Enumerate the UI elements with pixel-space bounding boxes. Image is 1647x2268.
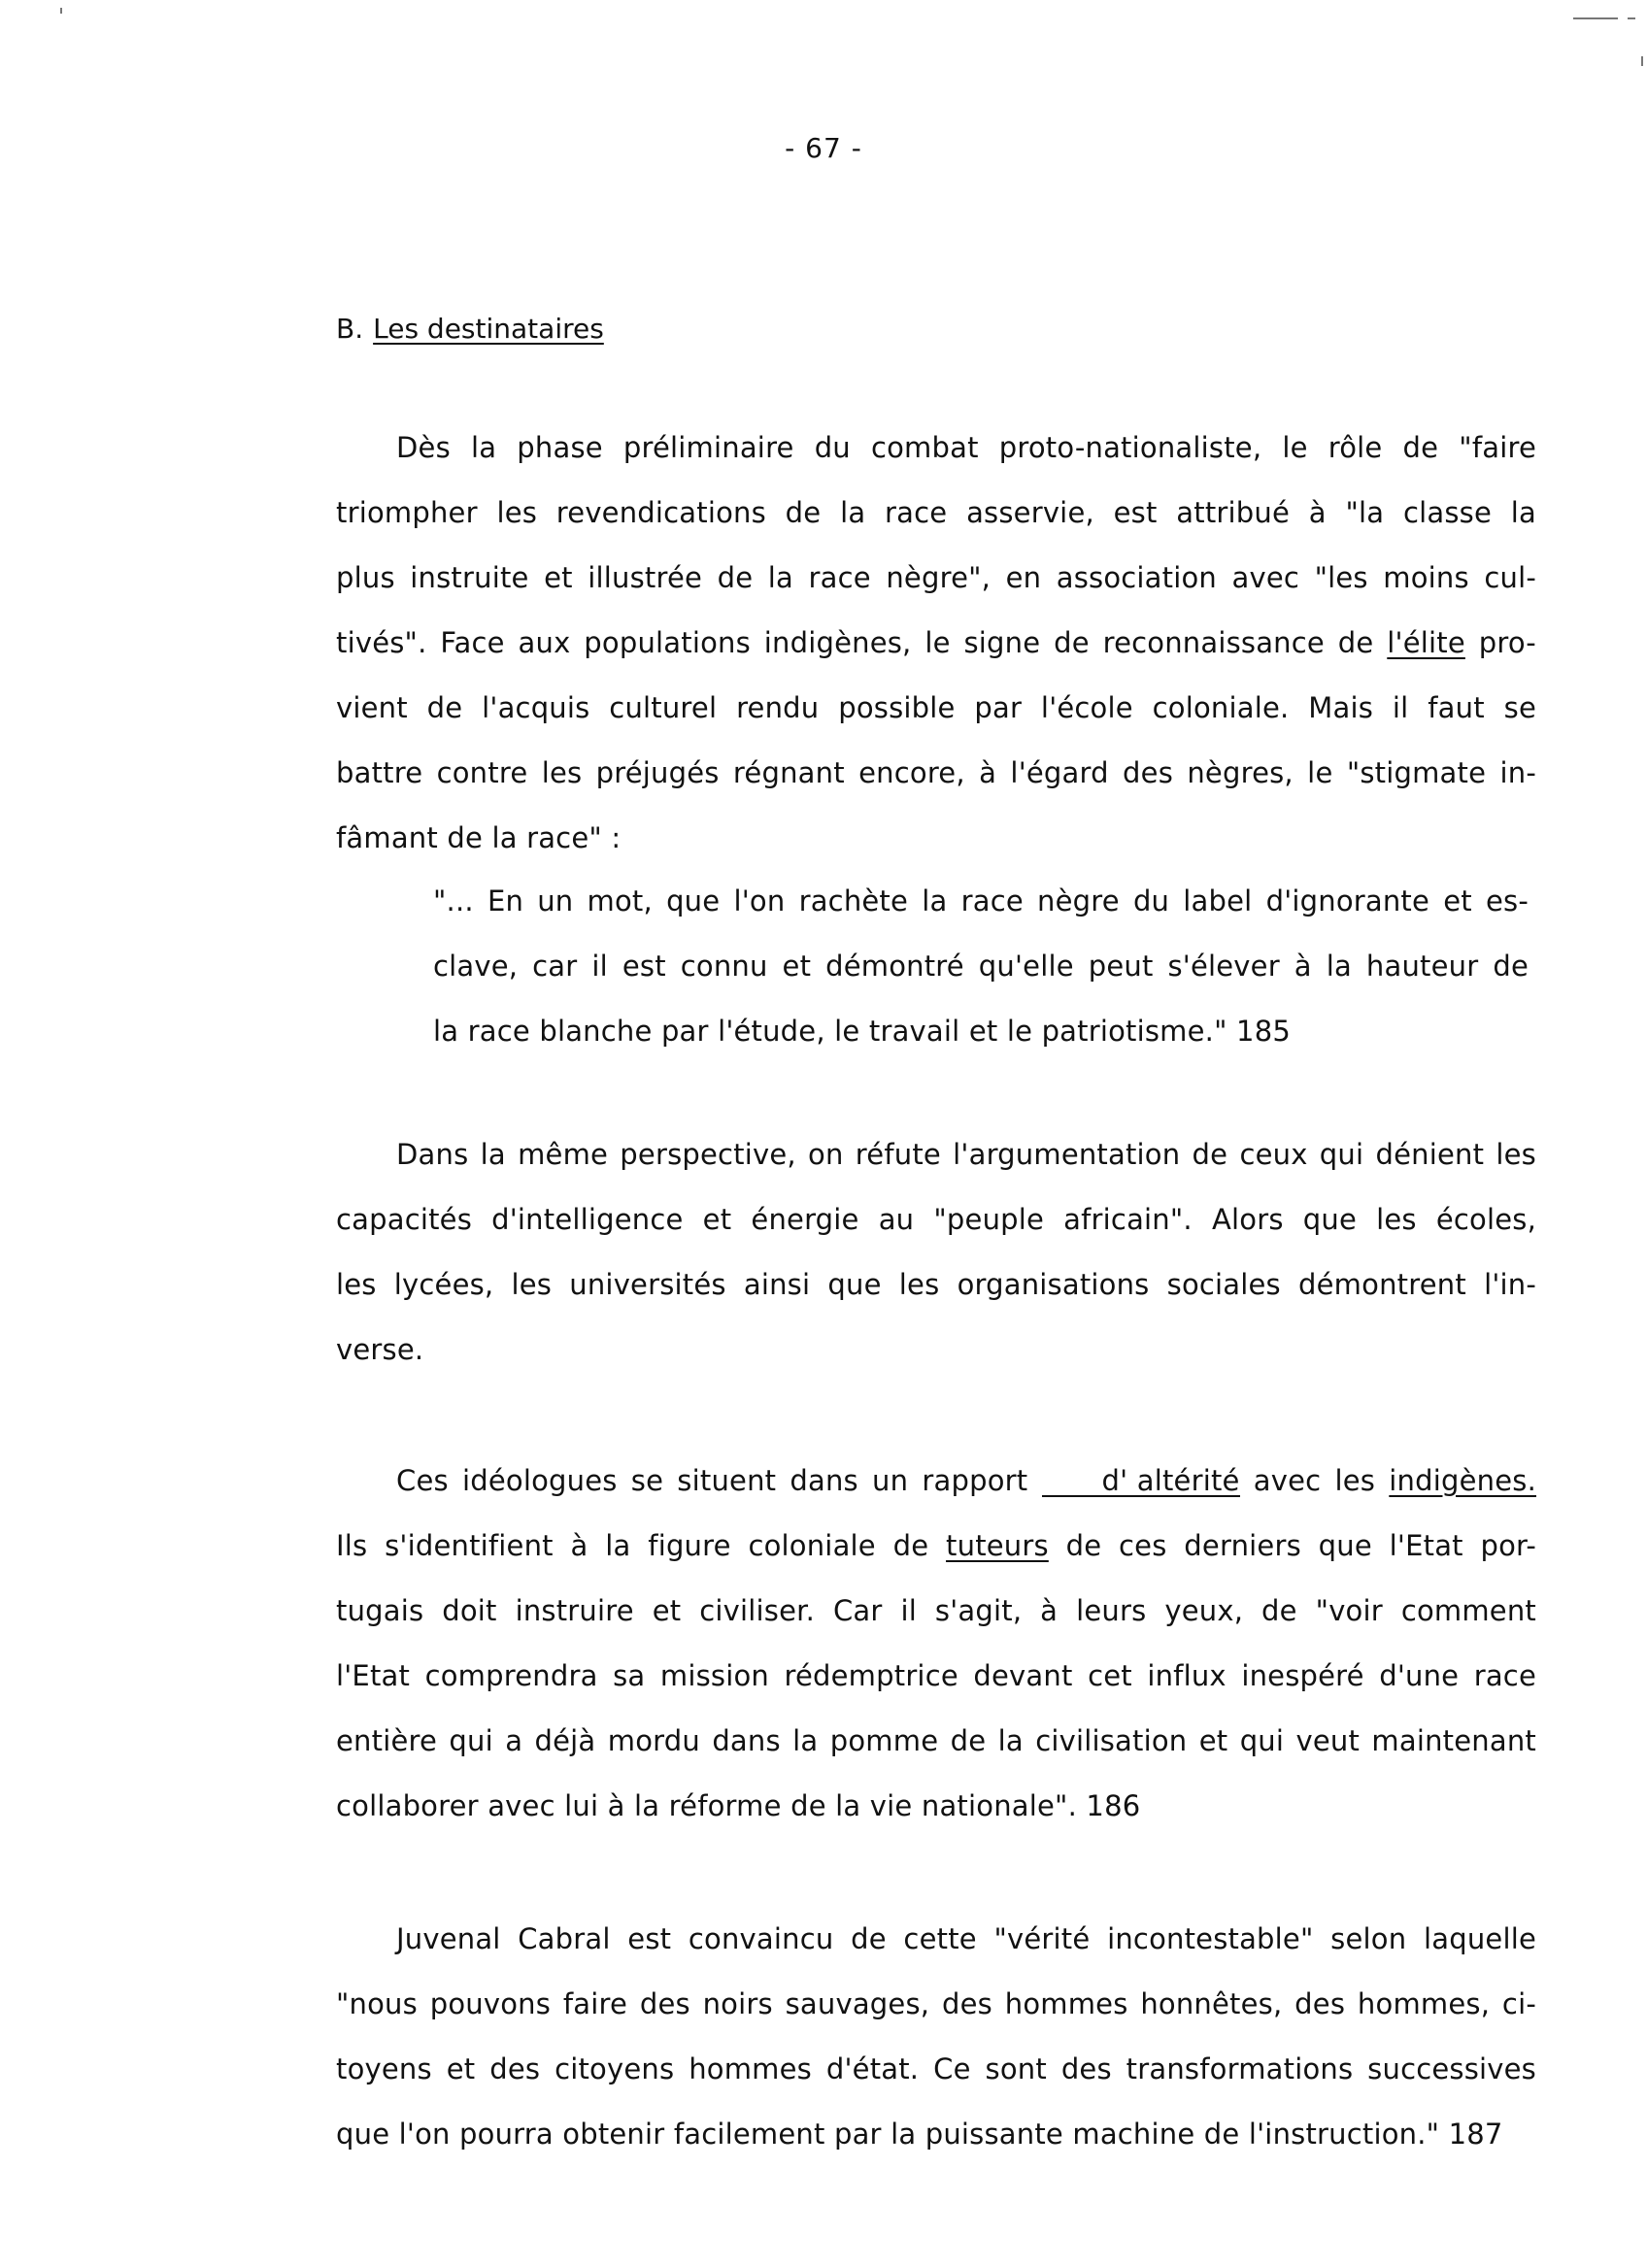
paragraph-line: vient de l'acquis culturel rendu possible par l'école coloniale. Mais il faut se <box>336 691 1536 724</box>
paragraph-line: collaborer avec lui à la réforme de la vie nationale". 186 <box>336 1789 1141 1822</box>
quote-line: "... En un mot, que l'on rachète la race nègre du label d'ignorante et es- <box>433 884 1529 917</box>
paragraph-line: triompher les revendications de la race asservie, est attribué à "la classe la <box>336 496 1536 529</box>
paragraph-line: Dès la phase préliminaire du combat proto-nationaliste, le rôle de "faire <box>396 431 1536 464</box>
underlined-term: l'élite <box>1387 626 1465 659</box>
paragraph-line: entière qui a déjà mordu dans la pomme de la civilisation et qui veut maintenant <box>336 1724 1536 1757</box>
scan-mark <box>1641 56 1643 66</box>
paragraph-line: les lycées, les universités ainsi que les organisations sociales démontrent l'in- <box>336 1268 1536 1301</box>
quote-line: la race blanche par l'étude, le travail et le patriotisme." 185 <box>433 1015 1291 1048</box>
paragraph-line: toyens et des citoyens hommes d'état. Ce sont des transformations successives <box>336 2052 1536 2085</box>
paragraph-line: Dans la même perspective, on réfute l'argumentation de ceux qui dénient les <box>396 1138 1536 1171</box>
paragraph-line: tugais doit instruire et civiliser. Car il s'agit, à leurs yeux, de "voir comment <box>336 1594 1536 1627</box>
paragraph-line: Juvenal Cabral est convaincu de cette "vérité incontestable" selon laquelle <box>396 1922 1536 1955</box>
paragraph-3 <box>336 1449 1536 1839</box>
section-letter: B. <box>336 313 364 345</box>
underlined-term: indigènes. <box>1389 1464 1536 1497</box>
paragraph-line: l'Etat comprendra sa mission rédemptrice devant cet influx inespéré d'une race <box>336 1659 1536 1692</box>
scan-mark <box>1573 17 1618 19</box>
page-number: - 67 - <box>785 132 862 164</box>
paragraph-line: plus instruite et illustrée de la race nègre", en association avec "les moins cul- <box>336 561 1536 594</box>
scan-mark <box>1628 17 1635 19</box>
block-quote <box>433 869 1529 1064</box>
paragraph-line: Ils s'identifient à la figure coloniale de tuteurs de ces derniers que l'Etat por- <box>336 1529 1536 1562</box>
scan-mark <box>60 8 62 14</box>
paragraph-line: tivés". Face aux populations indigènes, le signe de reconnaissance de l'élite pro- <box>336 626 1536 659</box>
paragraph-1 <box>336 416 1536 871</box>
paragraph-line: verse. <box>336 1333 424 1366</box>
section-heading <box>336 313 604 345</box>
section-title: Les destinataires <box>373 313 604 345</box>
paragraph-line: Ces idéologues se situent dans un rapport d' altérité avec les indigènes. <box>396 1464 1536 1497</box>
paragraph-line: fâmant de la race" : <box>336 821 622 854</box>
paragraph-line: battre contre les préjugés régnant encore, à l'égard des nègres, le "stigmate in- <box>336 756 1536 789</box>
quote-line: clave, car il est connu et démontré qu'elle peut s'élever à la hauteur de <box>433 950 1529 983</box>
paragraph-2 <box>336 1122 1536 1383</box>
paragraph-line: capacités d'intelligence et énergie au "peuple africain". Alors que les écoles, <box>336 1203 1536 1236</box>
underlined-term: tuteurs <box>946 1529 1049 1562</box>
paragraph-4 <box>336 1907 1536 2167</box>
paragraph-line: que l'on pourra obtenir facilement par la puissante machine de l'instruction." 187 <box>336 2118 1503 2151</box>
underlined-term: d' altérité <box>1042 1466 1240 1497</box>
paragraph-line: "nous pouvons faire des noirs sauvages, des hommes honnêtes, des hommes, ci- <box>336 1987 1536 2020</box>
